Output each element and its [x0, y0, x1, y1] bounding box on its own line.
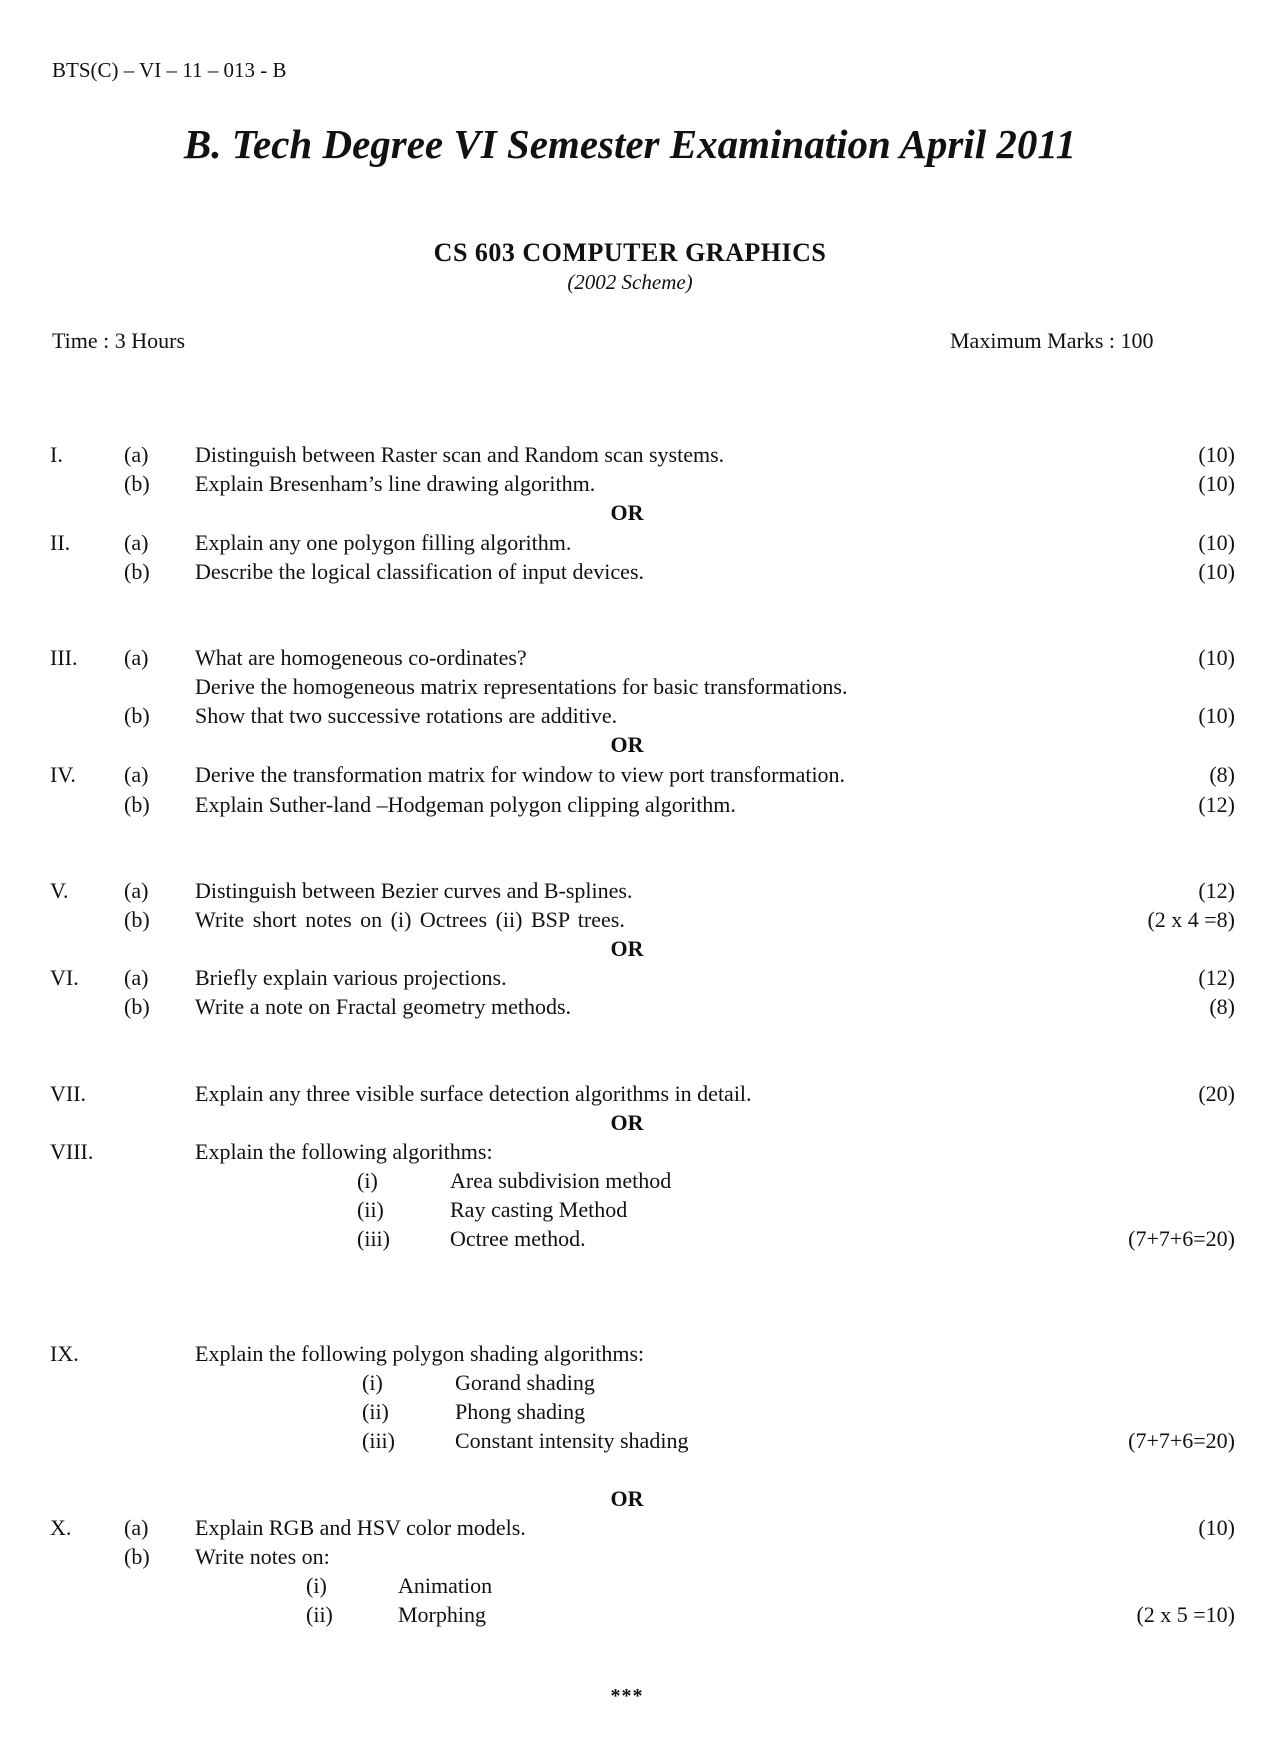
question-text: Briefly explain various projections. — [195, 965, 507, 990]
question-number: VI. — [50, 965, 79, 990]
list-item-text: Animation — [398, 1573, 493, 1598]
marks: (10) — [1198, 471, 1235, 496]
sub-label: (b) — [124, 471, 150, 496]
sub-label: (b) — [124, 792, 150, 817]
sub-label: (a) — [124, 1515, 149, 1540]
question-text: Explain Suther-land –Hodgeman polygon clipping algorithm. — [195, 792, 736, 817]
sub-label: (a) — [124, 965, 149, 990]
marks: (12) — [1198, 792, 1235, 817]
question-number: II. — [50, 530, 71, 555]
question-number: III. — [50, 645, 78, 670]
question-text: Write notes on: — [195, 1544, 330, 1569]
question-text: Explain the following polygon shading algorithms: — [195, 1341, 645, 1366]
question-text: Show that two successive rotations are additive. — [195, 703, 618, 728]
marks: (12) — [1198, 965, 1235, 990]
or-divider: OR — [610, 500, 644, 525]
question-text: Derive the transformation matrix for window to view port transformation. — [195, 762, 846, 787]
marks: (20) — [1198, 1081, 1235, 1106]
question-text: Distinguish between Bezier curves and B-splines. — [195, 878, 633, 903]
list-item-label: (i) — [362, 1370, 383, 1395]
list-item-label: (iii) — [362, 1428, 395, 1453]
sub-label: (a) — [124, 762, 149, 787]
marks: (8) — [1209, 994, 1235, 1019]
sub-label: (a) — [124, 530, 149, 555]
marks: (8) — [1209, 762, 1235, 787]
list-item-text: Phong shading — [455, 1399, 586, 1424]
or-divider: OR — [610, 936, 644, 961]
exam-title: B. Tech Degree VI Semester Examination April 2011 — [183, 121, 1077, 167]
marks: (10) — [1198, 645, 1235, 670]
max-marks-label: Maximum Marks : 100 — [950, 328, 1154, 353]
sub-label: (b) — [124, 1544, 150, 1569]
list-item-label: (ii) — [357, 1197, 384, 1222]
question-number: V. — [50, 878, 69, 903]
end-marker: *** — [610, 1685, 644, 1707]
question-text: Distinguish between Raster scan and Random scan systems. — [195, 442, 725, 467]
course-title: CS 603 COMPUTER GRAPHICS — [433, 238, 827, 267]
marks: (10) — [1198, 530, 1235, 555]
or-divider: OR — [610, 732, 644, 757]
question-text: Explain Bresenham’s line drawing algorithm. — [195, 471, 596, 496]
list-item-text: Octree method. — [450, 1226, 586, 1251]
marks: (10) — [1198, 559, 1235, 584]
marks: (2 x 5 =10) — [1136, 1602, 1235, 1627]
question-number: IV. — [50, 762, 76, 787]
question-number: I. — [50, 442, 63, 467]
scheme-label: (2002 Scheme) — [567, 270, 693, 294]
marks: (10) — [1198, 703, 1235, 728]
question-number: X. — [50, 1515, 72, 1540]
marks: (7+7+6=20) — [1128, 1428, 1235, 1453]
sub-label: (b) — [124, 559, 150, 584]
list-item-text: Ray casting Method — [450, 1197, 628, 1222]
marks: (2 x 4 =8) — [1147, 907, 1235, 932]
question-text: Write short notes on (i) Octrees (ii) BSP trees. — [195, 907, 625, 932]
question-text: Explain any three visible surface detection algorithms in detail. — [195, 1081, 752, 1106]
question-text: What are homogeneous co-ordinates? — [195, 645, 527, 670]
paper-code: BTS(C) – VI – 11 – 013 - B — [52, 58, 287, 82]
question-number: VII. — [50, 1081, 87, 1106]
question-text: Explain RGB and HSV color models. — [195, 1515, 526, 1540]
list-item-label: (ii) — [362, 1399, 389, 1424]
list-item-label: (i) — [306, 1573, 327, 1598]
marks: (7+7+6=20) — [1128, 1226, 1235, 1251]
time-label: Time : 3 Hours — [52, 328, 186, 353]
list-item-text: Area subdivision method — [450, 1168, 672, 1193]
question-number: IX. — [50, 1341, 79, 1366]
question-text-continued: Derive the homogeneous matrix representations for basic transformations. — [195, 674, 848, 699]
sub-label: (b) — [124, 703, 150, 728]
marks: (10) — [1198, 1515, 1235, 1540]
marks: (12) — [1198, 878, 1235, 903]
list-item-text: Morphing — [398, 1602, 486, 1627]
list-item-label: (ii) — [306, 1602, 333, 1627]
or-divider: OR — [610, 1110, 644, 1135]
list-item-text: Gorand shading — [455, 1370, 595, 1395]
question-text: Describe the logical classification of input devices. — [195, 559, 645, 584]
question-text: Write a note on Fractal geometry methods. — [195, 994, 572, 1019]
question-text: Explain any one polygon filling algorithm. — [195, 530, 572, 555]
marks: (10) — [1198, 442, 1235, 467]
question-text: Explain the following algorithms: — [195, 1139, 493, 1164]
question-number: VIII. — [50, 1139, 94, 1164]
list-item-label: (iii) — [357, 1226, 390, 1251]
sub-label: (b) — [124, 994, 150, 1019]
sub-label: (a) — [124, 645, 149, 670]
sub-label: (b) — [124, 907, 150, 932]
list-item-text: Constant intensity shading — [455, 1428, 689, 1453]
list-item-label: (i) — [357, 1168, 378, 1193]
sub-label: (a) — [124, 442, 149, 467]
or-divider: OR — [610, 1486, 644, 1511]
sub-label: (a) — [124, 878, 149, 903]
